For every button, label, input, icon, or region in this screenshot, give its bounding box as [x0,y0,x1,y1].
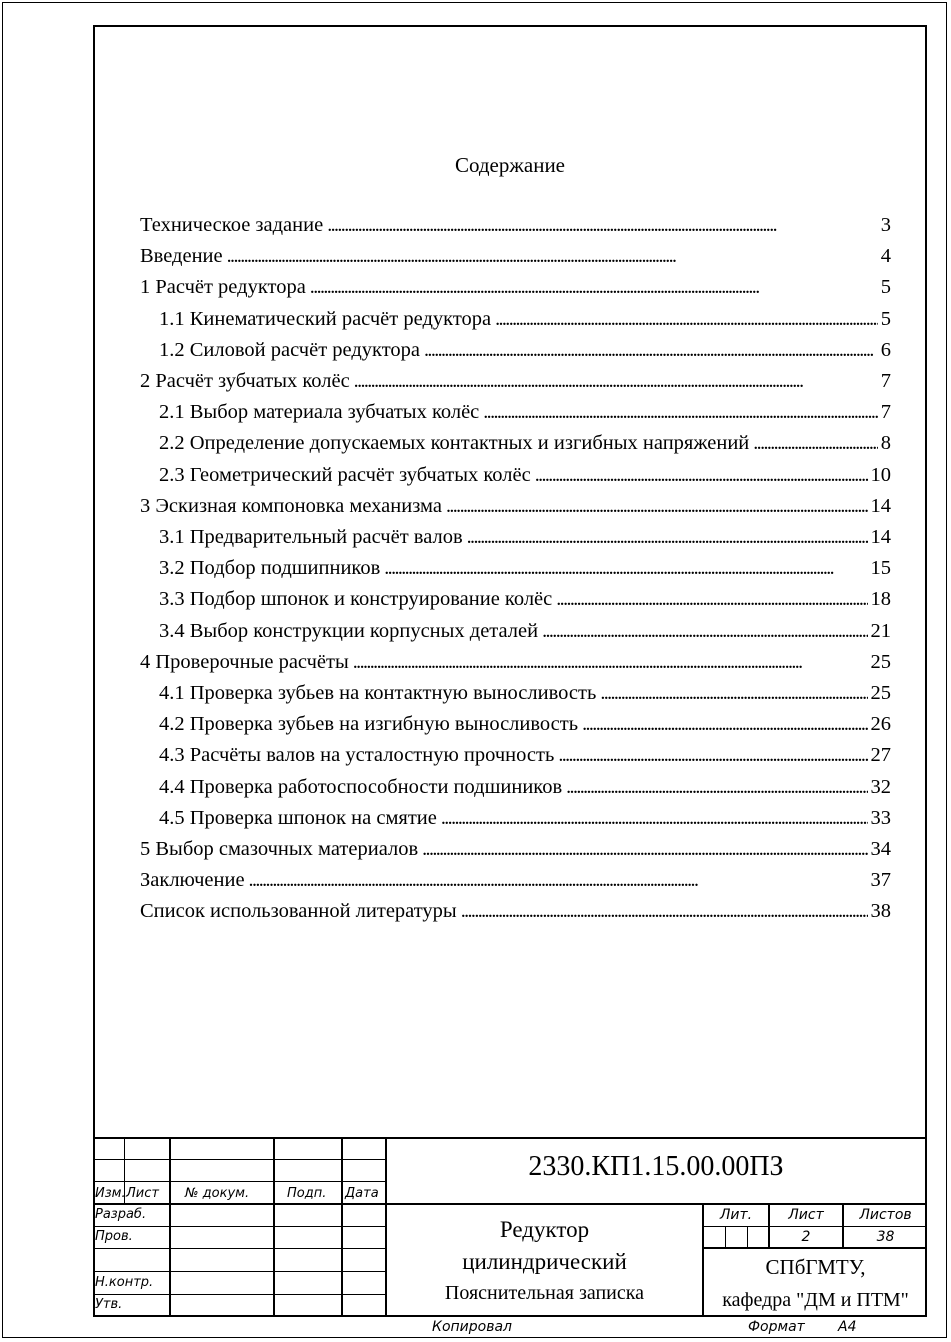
organization-line2: кафедра "ДМ и ПТМ" [722,1289,909,1311]
toc-entry-page: 15 [870,557,891,580]
toc-entry-page: 34 [870,838,891,860]
organization-line1: СПбГМТУ, [765,1255,866,1279]
header-signature: Подп. [287,1186,327,1201]
title-block [93,1137,927,1317]
toc-entry-page: 32 [870,775,891,798]
toc-entry-title: 3.2 Подбор подшипников [159,557,381,580]
toc-leader-dots [556,588,867,611]
toc-leader-dots [310,276,878,299]
toc-entry-page: 5 [880,307,891,330]
toc-entry-title: 1.1 Кинематический расчёт редуктора [159,307,492,330]
toc-entry-page: 7 [880,401,891,424]
toc-entry [140,869,891,899]
toc-entry [159,807,891,837]
toc-entry [140,651,891,681]
toc-entry [159,308,891,338]
toc-entry-page: 7 [880,370,891,392]
toc-leader-dots [461,900,868,923]
toc-entry-page: 33 [870,806,891,829]
format-value: А4 [838,1319,857,1335]
format-label: Формат [748,1319,805,1335]
drawing-frame [93,25,927,1317]
toc-entry-title: 4.1 Проверка зубьев на контактную выносливость [159,682,597,704]
toc-leader-dots [422,838,867,861]
toc-entry-title: Список использованной литературы [140,900,457,923]
toc-entry-page: 25 [870,682,891,704]
toc-leader-dots [354,370,878,393]
toc-leader-dots [441,807,868,830]
toc-entry-title: 3.1 Предварительный расчёт валов [159,526,463,548]
toc-entry-page: 10 [870,463,891,486]
toc-entry [140,900,891,930]
toc-entry [140,370,891,400]
toc-entry [159,588,891,618]
toc-leader-dots [467,526,868,549]
product-name-line2: цилиндрический [462,1249,627,1274]
sheets-total: 38 [876,1229,895,1245]
toc-entry-title: Введение [140,245,223,268]
header-date: Дата [345,1186,379,1201]
toc-entry-title: 3.4 Выбор конструкции корпусных деталей [159,619,539,642]
toc-entry-page: 3 [880,214,891,236]
role-checker: Пров. [95,1229,133,1244]
role-developer: Разраб. [95,1207,147,1222]
toc-entry-page: 21 [870,619,891,642]
sheet-label: Лист [788,1207,824,1223]
toc-entry [159,526,891,556]
toc-leader-dots [384,557,867,580]
toc-entry-title: 2 Расчёт зубчатых колёс [140,370,350,392]
toc-entry-title: 4.2 Проверка зубьев на изгибную выносливость [159,713,579,736]
toc-entry-page: 4 [880,245,891,268]
toc-entry-page: 14 [870,526,891,548]
product-name-line1: Редуктор [499,1217,590,1242]
toc-leader-dots [582,713,867,736]
page-title: Содержание [454,153,566,177]
toc-entry-title: 4.5 Проверка шпонок на смятие [159,806,437,829]
header-list: Лист [126,1186,159,1201]
toc-leader-dots [483,401,877,424]
toc-entry [140,214,891,244]
toc-entry [159,401,891,431]
toc-entry-title: Заключение [140,869,245,892]
toc-leader-dots [566,776,867,799]
lit-label: Лит. [719,1207,753,1223]
toc-entry-title: 3.3 Подбор шпонок и конструирование колёс [159,588,553,611]
toc-entry [159,713,891,743]
document-designation: 2330.КП1.15.00.00ПЗ [528,1151,784,1182]
header-doc-number: № докум. [185,1186,250,1201]
toc-entry [159,744,891,774]
toc-entry [159,557,891,587]
toc-entry [159,432,891,462]
toc-entry-title: 4 Проверочные расчёты [140,650,349,673]
toc-leader-dots [327,214,878,237]
toc-leader-dots [424,339,878,362]
toc-leader-dots [753,432,877,455]
toc-entry-page: 38 [870,900,891,923]
sheets-label: Листов [859,1207,912,1223]
toc-entry [159,464,891,494]
toc-entry-title: 3 Эскизная компоновка механизма [140,494,442,517]
toc-entry-title: 1 Расчёт редуктора [140,276,306,299]
document-type: Пояснительная записка [444,1282,645,1304]
toc-entry-page: 26 [870,713,891,736]
toc-entry-page: 8 [880,432,891,455]
toc-entry [140,495,891,525]
toc-entry-page: 6 [880,338,891,361]
toc-entry [159,776,891,806]
toc-entry-title: 1.2 Силовой расчёт редуктора [159,338,421,361]
toc-entry-page: 14 [870,494,891,517]
toc-entry-page: 37 [870,869,891,892]
sheet-number: 2 [801,1229,811,1245]
toc-entry [159,682,891,712]
toc-leader-dots [600,682,867,705]
toc-entry-page: 25 [870,650,891,673]
toc-entry [159,620,891,650]
toc-entry-page: 18 [870,588,891,611]
toc-entry [140,276,891,306]
toc-entry-title: 4.3 Расчёты валов на усталостную прочность [159,744,555,767]
toc-leader-dots [558,744,867,767]
toc-entry-title: Техническое задание [140,214,324,236]
toc-entry-title: 2.1 Выбор материала зубчатых колёс [159,401,480,424]
toc-entry [140,245,891,275]
toc-leader-dots [495,308,878,331]
toc-entry-title: 2.3 Геометрический расчёт зубчатых колёс [159,463,531,486]
toc-entry-page: 27 [870,744,891,767]
toc-leader-dots [353,651,868,674]
toc-leader-dots [542,620,867,643]
toc-leader-dots [535,464,868,487]
role-approved: Утв. [95,1297,123,1312]
toc-leader-dots [446,495,868,518]
copied-label: Копировал [432,1319,512,1335]
toc-entry-title: 4.4 Проверка работоспособности подшиников [159,775,563,798]
toc-leader-dots [227,245,878,268]
toc-entry-title: 2.2 Определение допускаемых контактных и изгибных напряжений [159,432,750,455]
header-izm: Изм. [95,1186,126,1201]
toc-entry-page: 5 [880,276,891,299]
toc-entry-title: 5 Выбор смазочных материалов [140,838,419,860]
toc-leader-dots [249,869,868,892]
toc-entry [159,339,891,369]
role-norm-control: Н.контр. [95,1275,154,1290]
toc-entry [140,838,891,868]
